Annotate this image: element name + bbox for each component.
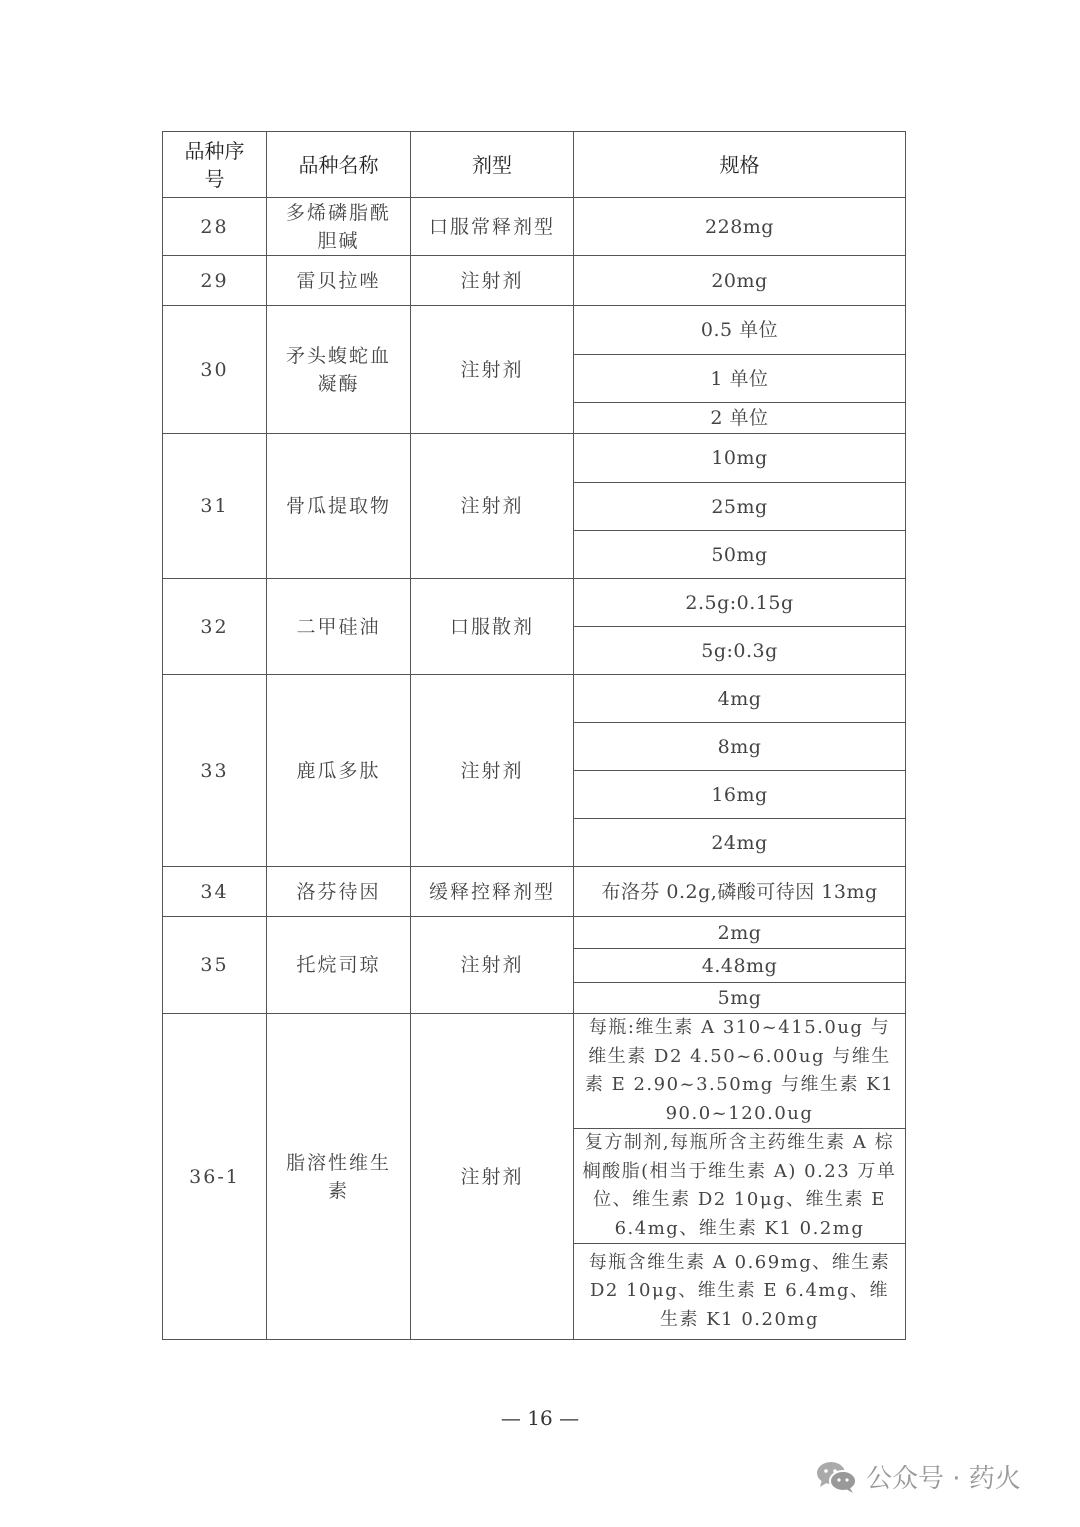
cell-no: 36-1 — [163, 1014, 267, 1340]
cell-name: 二甲硅油 — [267, 579, 411, 675]
table-row — [163, 675, 906, 723]
table-row — [163, 198, 906, 256]
cell-spec: 50mg — [574, 531, 906, 579]
cell-spec: 2mg — [574, 917, 906, 949]
watermark — [816, 1458, 1021, 1495]
cell-spec: 8mg — [574, 723, 906, 771]
cell-spec: 2 单位 — [574, 403, 906, 434]
cell-no: 30 — [163, 306, 267, 434]
cell-form: 注射剂 — [411, 917, 574, 1014]
cell-spec: 24mg — [574, 819, 906, 867]
cell-form: 注射剂 — [411, 1014, 574, 1340]
cell-name: 鹿瓜多肽 — [267, 675, 411, 867]
cell-name: 洛芬待因 — [267, 867, 411, 917]
table-row — [163, 917, 906, 949]
header-no: 品种序号 — [163, 132, 267, 198]
cell-name: 矛头蝮蛇血凝酶 — [267, 306, 411, 434]
header-form: 剂型 — [411, 132, 574, 198]
cell-spec: 4mg — [574, 675, 906, 723]
cell-no: 35 — [163, 917, 267, 1014]
cell-spec: 5mg — [574, 983, 906, 1014]
cell-no: 29 — [163, 256, 267, 306]
table-row — [163, 1014, 906, 1129]
table-row — [163, 306, 906, 355]
header-name: 品种名称 — [267, 132, 411, 198]
cell-spec: 10mg — [574, 434, 906, 483]
watermark-text: 公众号 · 药火 — [866, 1464, 1021, 1494]
cell-spec: 0.5 单位 — [574, 306, 906, 355]
cell-spec: 1 单位 — [574, 355, 906, 403]
table-row — [163, 867, 906, 917]
table-row — [163, 579, 906, 627]
cell-spec: 复方制剂,每瓶所含主药维生素 A 棕榈酸脂(相当于维生素 A) 0.23 万单位、维生素 D2 10μg、维生素 E 6.4mg、维生素 K1 0.2mg — [574, 1129, 906, 1244]
cell-spec: 2.5g:0.15g — [574, 579, 906, 627]
table-header-row — [163, 132, 906, 198]
cell-name: 骨瓜提取物 — [267, 434, 411, 579]
page-number: — 16 — — [500, 1406, 580, 1430]
cell-no: 33 — [163, 675, 267, 867]
cell-no: 34 — [163, 867, 267, 917]
cell-spec: 每瓶:维生素 A 310~415.0ug 与维生素 D2 4.50~6.00ug 与维生素 E 2.90~3.50mg 与维生素 K1 90.0~120.0ug — [574, 1014, 906, 1129]
cell-spec: 每瓶含维生素 A 0.69mg、维生素 D2 10μg、维生素 E 6.4mg、维生素 K1 0.20mg — [574, 1244, 906, 1340]
cell-form: 注射剂 — [411, 306, 574, 434]
table-row — [163, 434, 906, 483]
cell-name: 雷贝拉唑 — [267, 256, 411, 306]
cell-no: 28 — [163, 198, 267, 256]
cell-spec: 布洛芬 0.2g,磷酸可待因 13mg — [574, 867, 906, 917]
cell-spec: 228mg — [574, 198, 906, 256]
wechat-icon — [816, 1460, 858, 1494]
cell-name: 多烯磷脂酰胆碱 — [267, 198, 411, 256]
cell-no: 32 — [163, 579, 267, 675]
cell-form: 缓释控释剂型 — [411, 867, 574, 917]
cell-spec: 16mg — [574, 771, 906, 819]
cell-name: 脂溶性维生素 — [267, 1014, 411, 1340]
table-row — [163, 256, 906, 306]
cell-form: 注射剂 — [411, 675, 574, 867]
cell-spec: 4.48mg — [574, 949, 906, 983]
cell-form: 注射剂 — [411, 434, 574, 579]
cell-form: 口服常释剂型 — [411, 198, 574, 256]
cell-form: 口服散剂 — [411, 579, 574, 675]
cell-spec: 20mg — [574, 256, 906, 306]
cell-name: 托烷司琼 — [267, 917, 411, 1014]
cell-no: 31 — [163, 434, 267, 579]
cell-spec: 25mg — [574, 483, 906, 531]
drug-spec-table — [162, 131, 906, 1340]
header-spec: 规格 — [574, 132, 906, 198]
cell-spec: 5g:0.3g — [574, 627, 906, 675]
cell-form: 注射剂 — [411, 256, 574, 306]
